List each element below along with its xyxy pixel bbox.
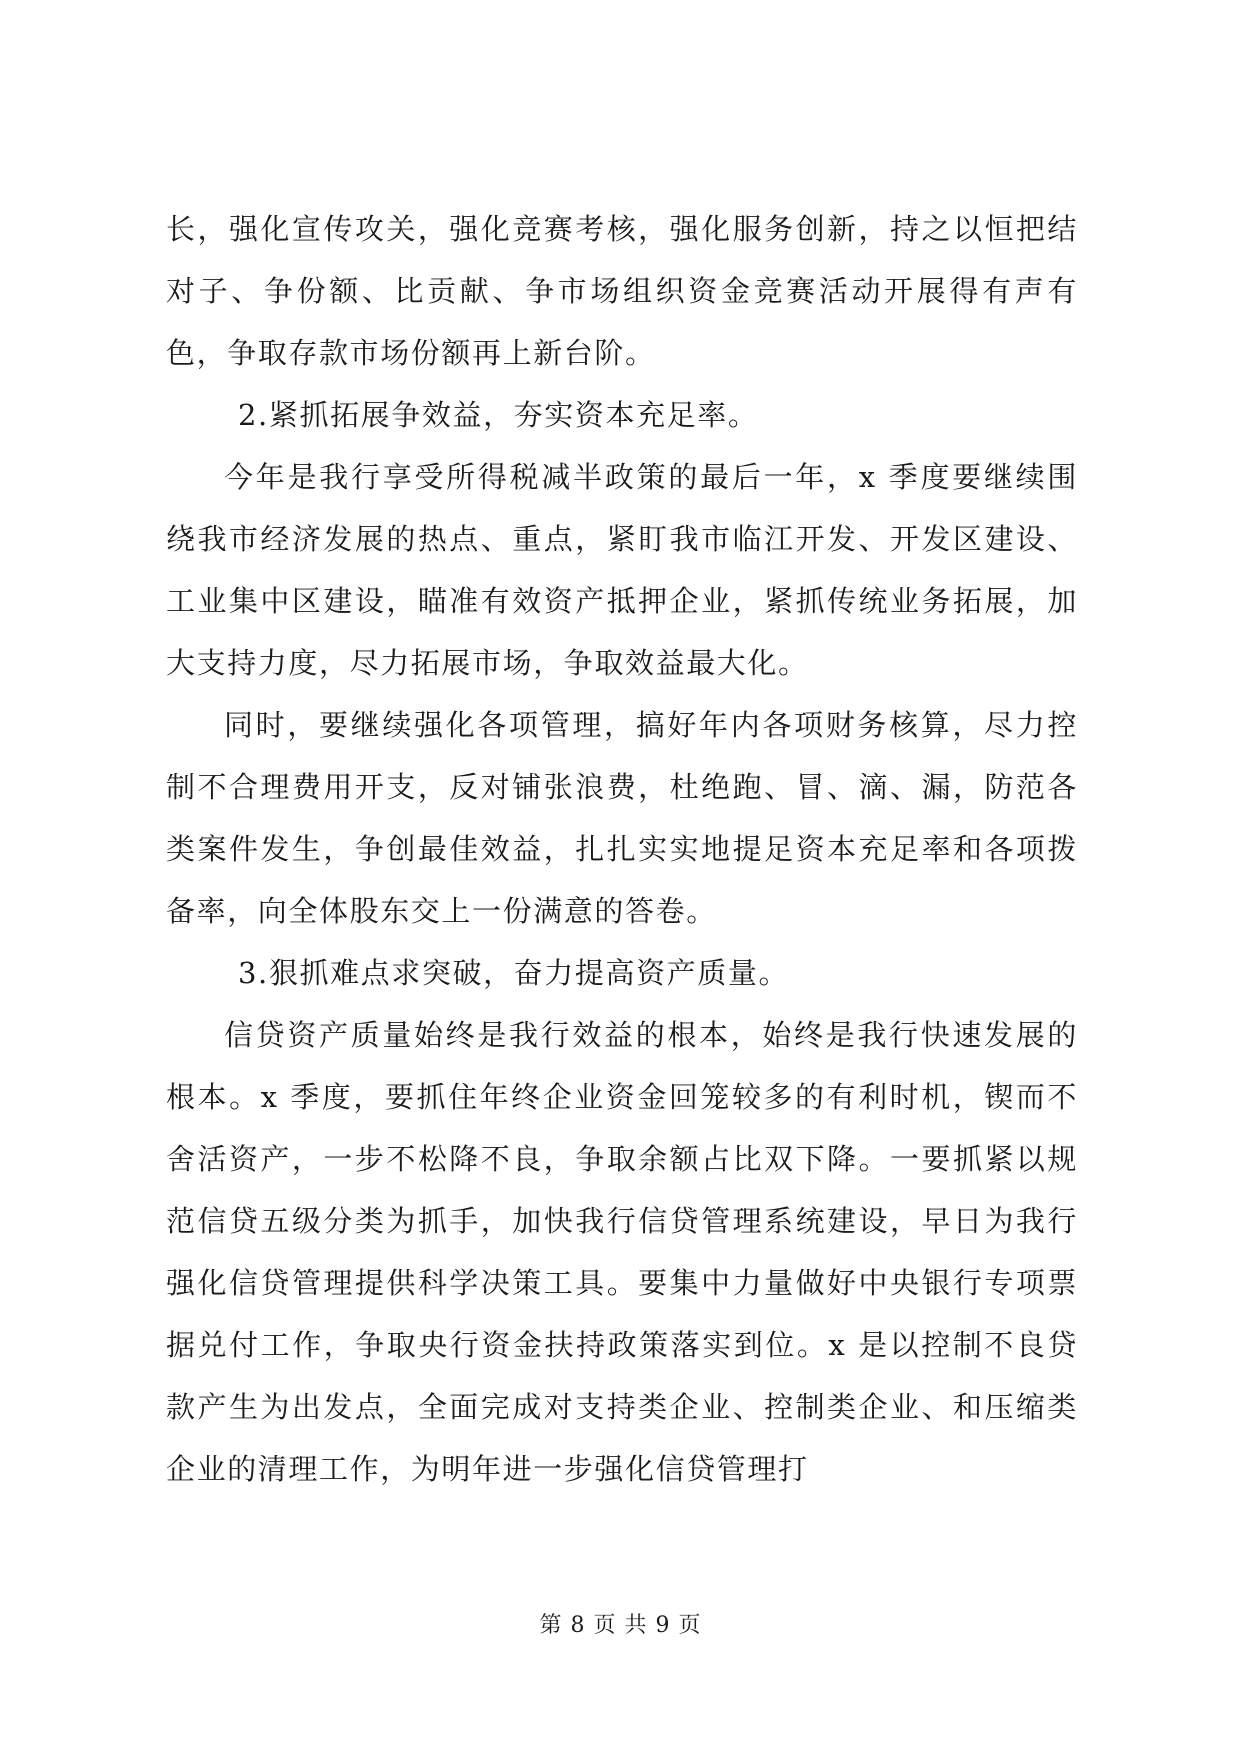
section-heading: 3.狠抓难点求突破，奋力提高资产质量。	[238, 956, 790, 990]
body-paragraph: 长，强化宣传攻关，强化竞赛考核，强化服务创新，持之以恒把结对子、争份额、比贡献、争市场组织资金竞赛活动开展得有声有色，争取存款市场份额再上新台阶。	[166, 212, 1078, 370]
body-paragraph: 今年是我行享受所得税减半政策的最后一年，x 季度要继续围绕我市经济发展的热点、重点，紧盯我市临江开发、开发区建设、工业集中区建设，瞄准有效资产抵押企业，紧抓传统业务拓展，加大支持力度，尽力拓展市场，争取效益最大化。	[166, 460, 1078, 680]
body-paragraph: 同时，要继续强化各项管理，搞好年内各项财务核算，尽力控制不合理费用开支，反对铺张浪费，杜绝跑、冒、滴、漏，防范各类案件发生，争创最佳效益，扎扎实实地提足资本充足率和各项拨备率，向全体股东交上一份满意的答卷。	[166, 708, 1078, 928]
section-heading: 2.紧抓拓展争效益，夯实资本充足率。	[238, 398, 759, 432]
document-body	[166, 198, 1078, 1500]
body-paragraph: 信贷资产质量始终是我行效益的根本，始终是我行快速发展的根本。x 季度，要抓住年终企业资金回笼较多的有利时机，锲而不舍活资产，一步不松降不良，争取余额占比双下降。一要抓紧以规范信贷五级分类为抓手，加快我行信贷管理系统建设，早日为我行强化信贷管理提供科学决策工具。要集中力量做好中央银行专项票据兑付工作，争取央行资金扶持政策落实到位。x 是以控制不良贷款产生为出发点，全面完成对支持类企业、控制类企业、和压缩类企业的清理工作，为明年进一步强化信贷管理打	[166, 1018, 1078, 1486]
page-footer: 第 8 页 共 9 页	[539, 1613, 702, 1638]
